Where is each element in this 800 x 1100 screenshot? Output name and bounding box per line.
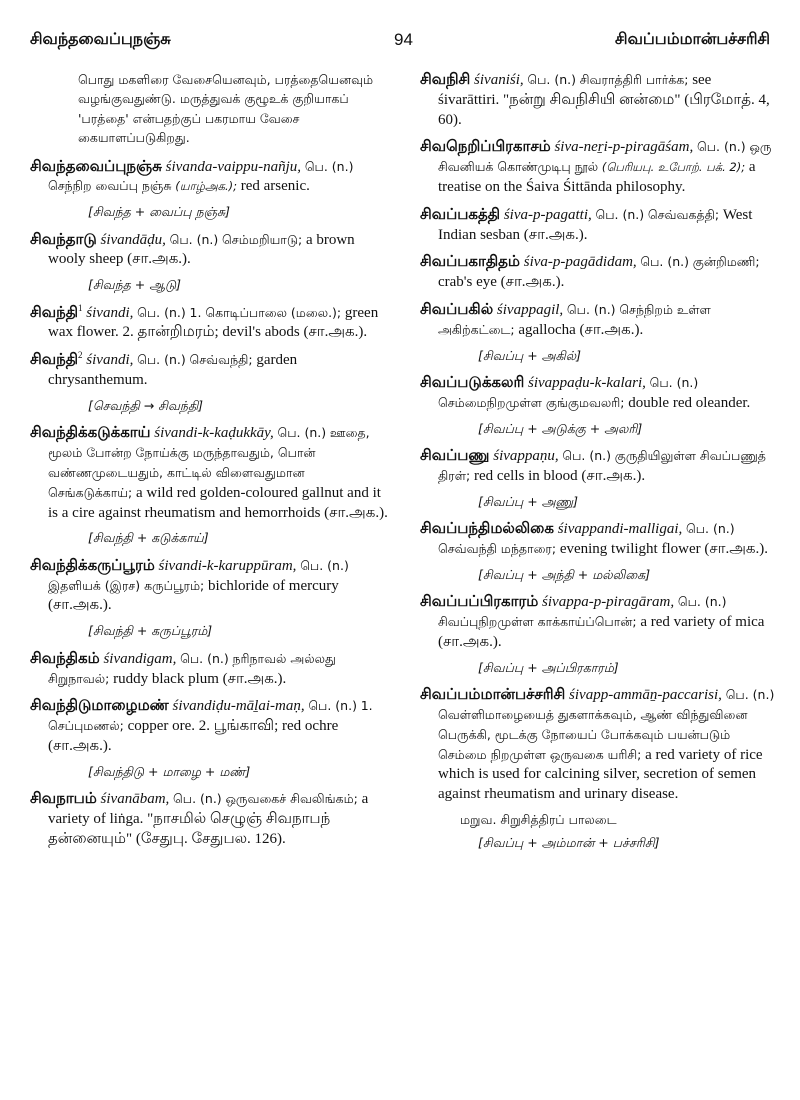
entry-part-of-speech: பெ. (n.): [137, 304, 186, 320]
dictionary-entry: [420, 373, 775, 414]
dictionary-entry: [30, 230, 392, 271]
entry-headword: சிவந்தி: [30, 303, 79, 321]
entry-etymology: [சிவப்பு + அணு]: [478, 493, 578, 509]
entry-part-of-speech: பெ. (n.): [308, 698, 357, 714]
entry-english-gloss: a treatise on the Śaiva Śittānda philosophy.: [438, 159, 756, 195]
dictionary-entry: [30, 423, 392, 523]
entry-headword: சிவநாபம்: [30, 790, 97, 808]
entry-homonym-number: 2: [78, 350, 83, 361]
running-head-right: சிவப்பம்மான்பச்சரிசி: [615, 31, 770, 48]
entry-part-of-speech: பெ. (n.): [173, 791, 222, 807]
entry-part-of-speech: பெ. (n.): [566, 301, 616, 317]
entry-headword: சிவப்பம்மான்பச்சரிசி: [420, 686, 566, 704]
entry-tamil-definition: குருதியிலுள்ள சிவப்பணுத் திரள்;: [438, 448, 766, 483]
dictionary-entry: [30, 303, 392, 344]
dictionary-entry: [30, 789, 392, 849]
entry-headword: சிவந்தி: [30, 351, 79, 369]
entry-etymology: [சிவப்பு + அடுக்கு + அலரி]: [478, 420, 643, 436]
entry-english-gloss: a brown wooly sheep (சா.அக.).: [48, 231, 355, 268]
entry-english-gloss: see śivarāttiri. "நன்று சிவநிசியி னன்மை" (பிரமோத். 4, 60).: [438, 72, 770, 128]
dictionary-entry: [420, 300, 775, 341]
entry-part-of-speech: பெ. (n.): [595, 206, 645, 222]
entry-etymology: [சிவப்பு + அம்மான் + பச்சரிசி]: [478, 834, 660, 850]
entry-headword: சிவப்பகில்: [420, 300, 494, 318]
entry-etymology: [சிவந்திடு + மாழை + மண்]: [88, 763, 251, 779]
entry-part-of-speech: பெ. (n.): [640, 254, 690, 270]
entry-transliteration: śivandi-k-kaḍukkāy,: [154, 425, 274, 442]
entry-part-of-speech: பெ. (n.): [677, 594, 727, 610]
entry-tamil-definition: செம்மறியாடு;: [222, 231, 303, 247]
entry-headword: சிவந்திக்கடுக்காய்: [30, 424, 151, 442]
entry-tamil-definition: ஒருவகைச் சிவலிங்கம்;: [225, 791, 358, 807]
entry-part-of-speech: பெ. (n.): [686, 521, 735, 537]
entry-headword: சிவந்தவைப்புநஞ்சு: [30, 157, 162, 175]
entry-etymology: [சிவப்பு + அப்பிரகாரம்]: [478, 659, 619, 675]
entry-tamil-definition: குன்றிமணி;: [692, 254, 760, 270]
dictionary-entry: [420, 70, 775, 130]
left-column: [30, 70, 392, 857]
entry-transliteration: śiva-neṟi-p-piragāśam,: [554, 139, 694, 156]
entry-tamil-definition: ஊதை, மூலம் போன்ற நோய்க்கு மருந்தாவதும், பொன் வண்ணமுடையதும், காட்டில் விளைவதுமான செங்கடுக்காய்;: [48, 425, 370, 500]
entry-transliteration: śivappaḍu-k-kalari,: [528, 375, 646, 392]
entry-english-gloss: ruddy black plum (சா.அக.).: [113, 670, 287, 687]
entry-english-gloss: bichloride of mercury (சா.அக.).: [48, 577, 339, 614]
entry-headword: சிவந்திடுமாழைமண்: [30, 697, 169, 715]
dictionary-entry: [30, 649, 392, 690]
entry-english-gloss: copper ore. 2. பூங்காவி; red ochre (சா.அக.).: [48, 718, 339, 754]
entry-transliteration: śivandi-k-karuppūram,: [158, 557, 297, 574]
entry-part-of-speech: பெ. (n.): [137, 352, 186, 368]
entry-english-gloss: red cells in blood (சா.அக.).: [473, 467, 646, 484]
entry-part-of-speech: பெ. (n.): [562, 448, 612, 464]
entry-transliteration: śiva-p-pagādidam,: [523, 254, 637, 271]
entry-english-gloss: evening twilight flower (சா.அக.).: [559, 541, 769, 558]
entry-etymology: [சிவந்தி + கருப்பூரம்]: [88, 623, 213, 639]
entry-etymology: [சிவந்தி + கடுக்காய்]: [88, 530, 209, 546]
entry-english-gloss: green wax flower. 2. தான்றிமரம்; devil's abods (சா.அக.).: [48, 304, 379, 341]
entry-source-ref: (பெரியபு. உபோற். பக். 2);: [601, 160, 746, 175]
entry-english-gloss: crab's eye (சா.அக.).: [438, 274, 565, 291]
entry-transliteration: śivappa-p-piragāram,: [542, 594, 675, 611]
entry-english-gloss: a red variety of mica (சா.அக.).: [438, 614, 765, 650]
dictionary-entry: [30, 350, 392, 391]
entry-part-of-speech: பெ. (n.): [277, 425, 327, 441]
entry-etymology: [சிவப்பு + அந்தி + மல்லிகை]: [478, 566, 651, 582]
entry-part-of-speech: பெ. (n.): [300, 557, 349, 573]
entry-english-gloss: a red variety of rice which is used for calcining silver, secretion of semen against rheumatism and urinary disease.: [438, 746, 763, 803]
entry-transliteration: śivanābam,: [100, 791, 170, 808]
entry-etymology: [சிவந்த + ஆடு]: [88, 277, 182, 293]
entry-english-gloss: double red oleander.: [628, 394, 751, 411]
entry-headword: சிவந்தாடு: [30, 230, 97, 248]
right-entry-list: [420, 70, 775, 805]
dictionary-entry: [30, 556, 392, 616]
entry-headword: சிவநெறிப்பிரகாசம்: [420, 138, 551, 156]
entry-headword: சிவப்பகாதிதம்: [420, 253, 520, 271]
entry-headword: சிவநிசி: [420, 71, 471, 88]
entry-etymology: [சிவந்த + வைப்பு நஞ்சு]: [88, 204, 231, 220]
entry-part-of-speech: பெ. (n.): [725, 687, 775, 703]
entry-part-of-speech: பெ. (n.): [169, 231, 219, 247]
entry-english-gloss: West Indian sesban (சா.அக.).: [438, 206, 753, 243]
entry-homonym-number: 1: [78, 302, 83, 313]
entry-transliteration: śivanda-vaippu-nañju,: [165, 158, 302, 175]
entry-english-gloss: agallocha (சா.அக.).: [518, 321, 644, 338]
entry-headword: சிவப்பணு: [420, 447, 490, 465]
entry-transliteration: śivandiḍu-māḻai-maṇ,: [172, 698, 305, 715]
entry-transliteration: śivappagil,: [496, 301, 564, 318]
entry-etymology: [சிவப்பு + அகில்]: [478, 347, 582, 363]
synonym-note: மறுவ. சிறுசித்திரப் பாலடை: [460, 812, 617, 828]
entry-part-of-speech: பெ. (n.): [527, 72, 577, 87]
entry-transliteration: śiva-p-pagatti,: [503, 206, 592, 223]
entry-headword: சிவப்படுக்கலரி: [420, 374, 525, 392]
entry-transliteration: śivapp-ammāṉ-paccarisi,: [569, 687, 722, 704]
entry-tamil-definition: செந்நிறம் உள்ள அகிற்கட்டை;: [438, 301, 711, 337]
entry-transliteration: śivandi,: [86, 352, 134, 369]
entry-tamil-definition: செவ்வகத்தி;: [647, 206, 720, 222]
entry-headword: சிவப்பந்திமல்லிகை: [420, 520, 554, 538]
entry-tamil-definition: சிவப்புநிறமுள்ள காக்காய்ப்பொன்;: [438, 614, 637, 630]
running-head-left: சிவந்தவைப்புநஞ்சு: [30, 31, 171, 48]
continued-entry-text: பொது மகளிரை வேசையெனவும், பரத்தையெனவும் வழங்குவதுண்டு. மருத்துவக் குழூஉக் குறியாகப் 'பரத்தை' என்பதற்குப் பகரமாய வேசை கையாளப்படுகிறது.: [78, 72, 374, 146]
entry-headword: சிவப்பகத்தி: [420, 205, 501, 223]
entry-tamil-definition: செந்நிற வைப்பு நஞ்சு: [48, 178, 172, 194]
dictionary-entry: [420, 205, 775, 246]
entry-tamil-definition: செம்மைநிறமுள்ள குங்குமவலரி;: [438, 394, 625, 410]
entry-part-of-speech: பெ. (n.): [180, 650, 229, 666]
entry-english-gloss: red arsenic.: [240, 178, 310, 195]
entry-tamil-definition: 1. செப்புமணல்;: [48, 698, 373, 734]
entry-tamil-definition: இதளியக் (இரச) கருப்பூரம்;: [48, 577, 205, 593]
entry-transliteration: śivandi,: [86, 304, 134, 321]
left-entry-list: [30, 157, 392, 850]
entry-transliteration: śivandigam,: [103, 650, 177, 667]
entry-source-ref: (யாழ்அக.);: [175, 179, 237, 194]
dictionary-entry: [420, 446, 775, 487]
entry-tamil-definition: சிவராத்திரி பார்க்க;: [579, 72, 689, 87]
entry-english-gloss: a wild red golden-coloured gallnut and it is a cire against rheumatism and hemorrhoids (சா.அக.).: [48, 484, 388, 521]
dictionary-entry: [420, 519, 775, 560]
entry-headword: சிவந்திக்கருப்பூரம்: [30, 556, 155, 574]
entry-english-gloss: a variety of liṅga. "நாசமில் செழுஞ் சிவநாபந் தன்னையும்" (சேதுபு. சேதுபல. 126).: [48, 791, 369, 847]
dictionary-entry: [420, 137, 775, 197]
entry-tamil-definition: நரிநாவல் அல்லது சிறுநாவல்;: [48, 650, 336, 686]
entry-part-of-speech: பெ. (n.): [649, 375, 699, 391]
entry-tamil-definition: 1. கொடிப்பாலை (மலை.);: [189, 304, 342, 320]
dictionary-entry: [30, 157, 392, 198]
entry-tamil-definition: வெள்ளிமாழையைத் துகளாக்கவும், ஆண் விந்துவினை பெருக்கி, மூடக்கு நோயைப் போக்கவும் பயன்படும் செம்மை நிறமுள்ள ஒருவகை யரிசி;: [438, 707, 748, 762]
entry-transliteration: śivaniśi,: [474, 72, 524, 88]
entry-transliteration: śivappaṇu,: [493, 448, 559, 465]
entry-part-of-speech: பெ. (n.): [304, 158, 354, 174]
entry-tamil-definition: ஒரு சிவனியக் கொண்முடிபு நூல்: [438, 139, 772, 175]
entry-part-of-speech: பெ. (n.): [696, 139, 746, 155]
entry-transliteration: śivappandi-malligai,: [557, 521, 683, 538]
dictionary-entry: [30, 696, 392, 756]
entry-headword: சிவந்திகம்: [30, 649, 100, 667]
entry-english-gloss: garden chrysanthemum.: [48, 352, 298, 389]
entry-headword: சிவப்பப்பிரகாரம்: [420, 593, 539, 611]
entry-tamil-definition: செவ்வந்தி;: [189, 352, 253, 368]
right-column: [420, 70, 775, 860]
entry-transliteration: śivandāḍu,: [100, 231, 166, 248]
dictionary-entry: [420, 252, 775, 293]
entry-etymology: [செவந்தி → சிவந்தி]: [88, 397, 204, 413]
page-number: 94: [394, 30, 413, 49]
entry-tamil-definition: செவ்வந்தி மந்தாரை;: [438, 541, 557, 557]
dictionary-entry: [420, 592, 775, 652]
dictionary-entry: [420, 685, 775, 805]
